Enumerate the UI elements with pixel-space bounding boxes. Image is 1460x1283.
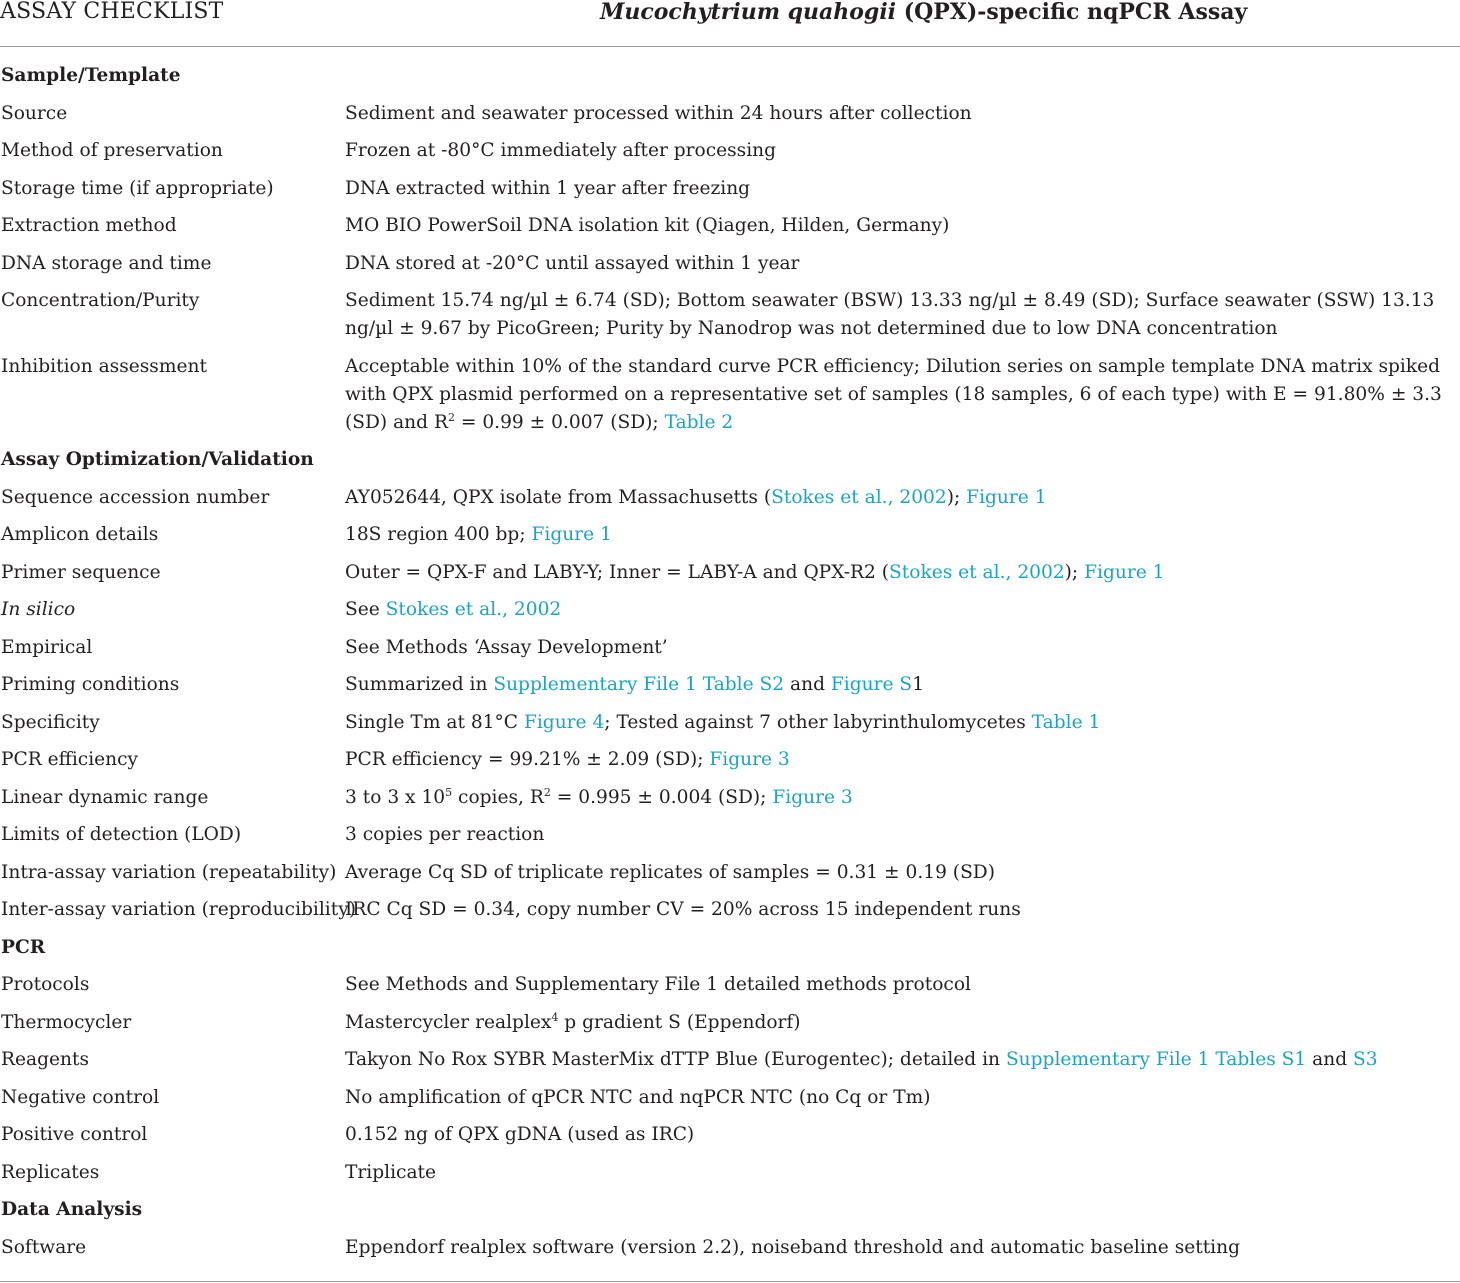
row-label: In silico xyxy=(1,599,76,620)
row-label: Software xyxy=(1,1236,87,1258)
row-value xyxy=(345,671,1460,699)
value-text: ; Tested against 7 other labyrinthulomycetes xyxy=(604,711,1032,733)
row-pcr-efficiency xyxy=(0,746,1460,784)
value-text: 1 xyxy=(912,674,925,695)
row-extraction xyxy=(0,212,1460,250)
row-accession xyxy=(0,484,1460,522)
row-priming xyxy=(0,671,1460,709)
row-label: Empirical xyxy=(1,636,93,658)
row-value: Eppendorf realplex software (version 2.2), noiseband threshold and automatic baseline setting xyxy=(345,1236,1241,1258)
row-thermocycler xyxy=(0,1009,1460,1047)
row-label: Extraction method xyxy=(1,215,177,236)
row-label: DNA storage and time xyxy=(1,252,212,274)
row-inter-assay xyxy=(0,896,1460,934)
row-label: Inhibition assessment xyxy=(1,355,207,377)
row-label: Thermocycler xyxy=(1,1011,132,1033)
header-col2-rest: (QPX)-specific nqPCR Assay xyxy=(896,0,1248,25)
header-col2 xyxy=(600,0,1247,24)
row-negative-control xyxy=(0,1084,1460,1122)
link-s3[interactable]: S3 xyxy=(1353,1049,1378,1070)
value-text: 3 to 3 x 10 xyxy=(345,786,446,808)
link-stokes-2002[interactable]: Stokes et al., 2002 xyxy=(771,486,947,508)
row-specificity xyxy=(0,709,1460,747)
row-replicates xyxy=(0,1159,1460,1197)
row-label: Negative control xyxy=(1,1086,160,1108)
row-value xyxy=(345,559,1460,587)
row-storage-time xyxy=(0,175,1460,213)
row-value xyxy=(345,746,1460,774)
row-value xyxy=(345,596,1460,624)
row-value: MO BIO PowerSoil DNA isolation kit (Qiagen, Hilden, Germany) xyxy=(345,215,950,236)
row-label: Source xyxy=(1,102,68,124)
row-lod xyxy=(0,821,1460,859)
row-value: Sediment and seawater processed within 24 hours after collection xyxy=(345,102,972,124)
row-value xyxy=(345,709,1460,737)
value-text: copies, R xyxy=(452,786,544,808)
value-text: = 0.99 ± 0.007 (SD); xyxy=(454,411,665,433)
row-label: Replicates xyxy=(1,1161,100,1183)
link-table-2[interactable]: Table 2 xyxy=(664,411,734,433)
row-label: Priming conditions xyxy=(1,674,180,695)
value-text: Summarized in xyxy=(345,674,494,695)
value-text: See xyxy=(345,599,386,620)
row-value: Frozen at -80°C immediately after processing xyxy=(345,140,777,161)
table-header xyxy=(0,0,1460,30)
row-value xyxy=(345,1009,1460,1037)
row-label: PCR efficiency xyxy=(1,749,139,770)
superscript: 2 xyxy=(543,785,551,799)
value-text: Takyon No Rox SYBR MasterMix dTTP Blue (Eurogentec); detailed in xyxy=(345,1049,1006,1070)
top-rule xyxy=(0,46,1460,47)
row-empirical xyxy=(0,634,1460,672)
row-label: Amplicon details xyxy=(1,524,159,545)
value-text: p gradient S (Eppendorf) xyxy=(558,1011,801,1033)
value-text: Mastercycler realplex xyxy=(345,1011,552,1033)
row-protocols xyxy=(0,971,1460,1009)
row-label: Method of preservation xyxy=(1,140,223,161)
row-in-silico xyxy=(0,596,1460,634)
row-value xyxy=(345,353,1460,437)
superscript: 2 xyxy=(447,410,455,424)
value-text: Single Tm at 81°C xyxy=(345,711,524,733)
link-figure-1[interactable]: Figure 1 xyxy=(531,524,612,545)
value-text: = 0.995 ± 0.004 (SD); xyxy=(550,786,773,808)
row-positive-control xyxy=(0,1121,1460,1159)
species-name: Mucochytrium quahogii xyxy=(600,0,897,25)
row-label: Concentration/Purity xyxy=(1,290,200,311)
value-text: Outer = QPX-F and LABY-Y; Inner = LABY-A and QPX-R2 ( xyxy=(345,561,890,583)
link-stokes-2002[interactable]: Stokes et al., 2002 xyxy=(385,599,562,620)
link-stokes-2002[interactable]: Stokes et al., 2002 xyxy=(889,561,1065,583)
value-text: and xyxy=(1306,1049,1354,1070)
value-text: ); xyxy=(946,486,967,508)
row-label: Linear dynamic range xyxy=(1,786,209,808)
value-text: ); xyxy=(1064,561,1085,583)
row-value: 3 copies per reaction xyxy=(345,824,545,845)
link-figure-1[interactable]: Figure 1 xyxy=(1084,561,1165,583)
row-value: See Methods ‘Assay Development’ xyxy=(345,636,668,658)
value-text: and xyxy=(784,674,831,695)
row-dna-storage xyxy=(0,250,1460,288)
row-label: Primer sequence xyxy=(1,561,161,583)
link-supp-tables-s1[interactable]: Supplementary File 1 Tables S1 xyxy=(1005,1049,1307,1070)
row-label: Inter-assay variation (reproducibility) xyxy=(1,899,356,920)
row-label: Protocols xyxy=(1,974,90,995)
row-value: Average Cq SD of triplicate replicates of samples = 0.31 ± 0.19 (SD) xyxy=(345,861,995,883)
row-value: See Methods and Supplementary File 1 detailed methods protocol xyxy=(345,974,971,995)
row-intra-assay xyxy=(0,859,1460,897)
link-figure-4[interactable]: Figure 4 xyxy=(523,711,605,733)
row-value xyxy=(345,784,1460,812)
row-label: Limits of detection (LOD) xyxy=(1,824,242,845)
row-value xyxy=(345,484,1460,512)
row-label: Positive control xyxy=(1,1124,148,1145)
section-data-analysis: Data Analysis xyxy=(1,1199,143,1220)
row-label: Reagents xyxy=(1,1049,89,1070)
row-preservation xyxy=(0,137,1460,175)
row-value: DNA stored at -20°C until assayed within 1 year xyxy=(345,252,800,274)
value-text: PCR efficiency = 99.21% ± 2.09 (SD); xyxy=(345,749,710,770)
link-figure-3[interactable]: Figure 3 xyxy=(772,786,853,808)
section-pcr: PCR xyxy=(1,936,46,958)
value-text: Acceptable within 10% of the standard curve PCR efficiency; Dilution series on sample template DNA matrix spiked with QPX plasmid performed on a representative set of samples (18 samples, 6 of each type) with E = 91.80% ± 3.3 (SD) and R xyxy=(345,355,1442,433)
row-label: Storage time (if appropriate) xyxy=(1,177,274,199)
row-amplicon xyxy=(0,521,1460,559)
bottom-rule xyxy=(0,1281,1460,1282)
row-value xyxy=(345,521,1460,549)
row-reagents xyxy=(0,1046,1460,1084)
value-text: 18S region 400 bp; xyxy=(345,524,532,545)
row-label: Specificity xyxy=(1,711,100,733)
section-assay-optimization: Assay Optimization/Validation xyxy=(1,449,314,470)
row-concentration xyxy=(0,287,1460,353)
row-label: Intra-assay variation (repeatability) xyxy=(1,861,337,883)
row-inhibition xyxy=(0,353,1460,447)
row-dynamic-range xyxy=(0,784,1460,822)
row-label: Sequence accession number xyxy=(1,486,270,508)
link-figure-1[interactable]: Figure 1 xyxy=(966,486,1047,508)
row-value: 0.152 ng of QPX gDNA (used as IRC) xyxy=(345,1124,695,1145)
table-body xyxy=(0,62,1460,1271)
superscript: 5 xyxy=(445,785,453,799)
row-value: No amplification of qPCR NTC and nqPCR NTC (no Cq or Tm) xyxy=(345,1086,931,1108)
value-text: AY052644, QPX isolate from Massachusetts ( xyxy=(345,486,772,508)
row-software xyxy=(0,1234,1460,1272)
superscript: 4 xyxy=(551,1010,559,1024)
link-supp-table-s2[interactable]: Supplementary File 1 Table S2 xyxy=(493,674,785,695)
header-col1: ASSAY CHECKLIST xyxy=(0,0,224,24)
row-value xyxy=(345,1046,1460,1074)
section-sample-template: Sample/Template xyxy=(1,65,181,86)
link-table-1[interactable]: Table 1 xyxy=(1031,711,1101,733)
link-figure-3[interactable]: Figure 3 xyxy=(709,749,790,770)
row-value: IRC Cq SD = 0.34, copy number CV = 20% across 15 independent runs xyxy=(345,899,1021,920)
row-value: DNA extracted within 1 year after freezing xyxy=(345,177,751,199)
row-source xyxy=(0,100,1460,138)
link-figure-s1[interactable]: Figure S xyxy=(830,674,913,695)
row-value: Triplicate xyxy=(345,1161,437,1183)
row-primer xyxy=(0,559,1460,597)
row-value: Sediment 15.74 ng/µl ± 6.74 (SD); Bottom seawater (BSW) 13.33 ng/µl ± 8.49 (SD); Surface seawater (SSW) 13.13 ng/µl ± 9.67 by PicoGreen; Purity by Nanodrop was not determined due to low DNA concentration xyxy=(345,290,1435,339)
